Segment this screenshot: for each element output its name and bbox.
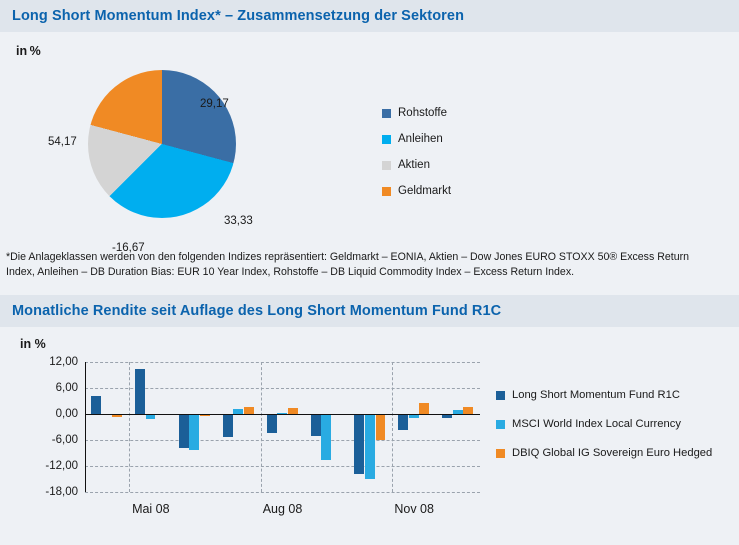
legend-swatch-icon xyxy=(496,420,505,429)
legend-swatch-icon xyxy=(382,135,391,144)
bar xyxy=(179,414,189,448)
bar-chart-block xyxy=(0,327,739,545)
legend-label: MSCI World Index Local Currency xyxy=(512,418,681,430)
bar xyxy=(311,414,321,436)
bar xyxy=(354,414,364,474)
legend-swatch-icon xyxy=(382,187,391,196)
pie-slices xyxy=(88,70,236,218)
bar xyxy=(321,414,331,460)
bar xyxy=(376,414,386,440)
legend-swatch-icon xyxy=(382,109,391,118)
bar-chart-plot-area xyxy=(45,356,480,516)
pie-data-label-anleihen: 33,33 xyxy=(224,215,253,227)
bar xyxy=(91,396,101,414)
pie-legend xyxy=(382,107,451,211)
legend-label: Rohstoffe xyxy=(398,107,448,119)
y-axis-tick-label: -12,00 xyxy=(45,460,78,472)
y-gridline xyxy=(85,492,480,493)
bar xyxy=(463,407,473,414)
legend-item-aktien xyxy=(382,159,451,171)
legend-label: DBIQ Global IG Sovereign Euro Hedged xyxy=(512,447,713,459)
bar xyxy=(223,414,233,437)
section-header-bars xyxy=(0,295,739,327)
legend-swatch-icon xyxy=(496,449,505,458)
legend-item-geldmarkt xyxy=(382,185,451,197)
bar-chart-legend xyxy=(496,389,712,476)
x-gridline xyxy=(129,362,130,492)
legend-label: Geldmarkt xyxy=(398,185,452,197)
x-gridline xyxy=(261,362,262,492)
bar xyxy=(365,414,375,479)
zero-baseline xyxy=(85,414,480,415)
bar xyxy=(135,369,145,414)
legend-item-long-short-momentum-fund xyxy=(496,389,712,401)
pie-chart-block xyxy=(0,32,739,257)
y-gridline xyxy=(85,440,480,441)
y-axis-tick-label: 6,00 xyxy=(55,382,78,394)
x-gridline xyxy=(392,362,393,492)
x-axis-tick-label: Mai 08 xyxy=(132,502,170,516)
legend-item-anleihen xyxy=(382,133,451,145)
section-header-pie xyxy=(0,0,739,32)
y-axis-tick-label: 0,00 xyxy=(55,408,78,420)
y-gridline xyxy=(85,362,480,363)
pie-data-label-aktien: -16,67 xyxy=(112,242,145,254)
y-axis-tick-label: -6,00 xyxy=(51,434,78,446)
legend-label: Aktien xyxy=(398,159,430,171)
legend-swatch-icon xyxy=(496,391,505,400)
bar-unit-label: in % xyxy=(20,337,46,351)
legend-item-msci-world-index xyxy=(496,418,712,430)
y-gridline xyxy=(85,466,480,467)
legend-swatch-icon xyxy=(382,161,391,170)
pie-chart xyxy=(88,70,236,218)
pie-data-label-rohstoffe: 29,17 xyxy=(200,98,229,110)
y-axis-tick-label: -18,00 xyxy=(45,486,78,498)
legend-label: Anleihen xyxy=(398,133,443,145)
y-axis-tick-label: 12,00 xyxy=(49,356,78,368)
bar xyxy=(244,407,254,414)
x-axis-tick-label: Nov 08 xyxy=(394,502,434,516)
legend-item-rohstoffe xyxy=(382,107,451,119)
footnote-text: *Die Anlageklassen werden von den folgenden Indizes repräsentiert: Geldmarkt – EONIA, Aktien – Dow Jones EURO STOXX 50® Excess Return Index, Anleihen – DB Duration Bias: EUR 10 Year Index, Rohstoffe – DB Liquid Commodity Index – Excess Return Index. xyxy=(6,251,690,279)
bar xyxy=(398,414,408,430)
y-axis-line xyxy=(85,362,86,492)
pie-unit-label: in % xyxy=(16,44,41,58)
bar xyxy=(267,414,277,433)
section-title-pie: Long Short Momentum Index* – Zusammensetzung der Sektoren xyxy=(12,8,465,24)
pie-data-label-geldmarkt: 54,17 xyxy=(48,136,77,148)
bar xyxy=(419,403,429,414)
x-axis-tick-label: Aug 08 xyxy=(262,502,303,516)
legend-label: Long Short Momentum Fund R1C xyxy=(512,389,680,401)
section-title-bars: Monatliche Rendite seit Auflage des Long Short Momentum Fund R1C xyxy=(12,303,502,319)
legend-item-dbiq-global-sovereign xyxy=(496,447,712,459)
bar xyxy=(189,414,199,450)
